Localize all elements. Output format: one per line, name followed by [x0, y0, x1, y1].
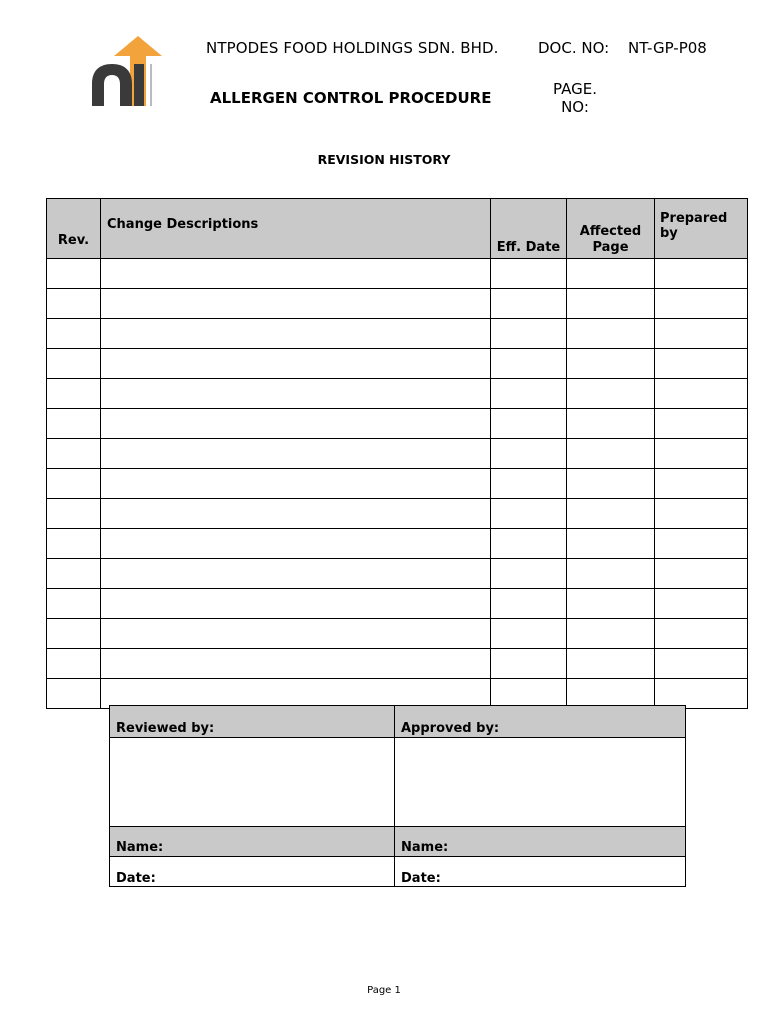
- affected-page-cell[interactable]: [567, 529, 655, 559]
- change-description-cell[interactable]: [101, 349, 491, 379]
- affected-page-cell[interactable]: [567, 409, 655, 439]
- eff-date-cell[interactable]: [491, 349, 567, 379]
- table-row: [47, 379, 748, 409]
- rev-cell[interactable]: [47, 439, 101, 469]
- affected-page-cell[interactable]: [567, 379, 655, 409]
- table-row: [47, 619, 748, 649]
- table-row: [47, 259, 748, 289]
- table-row: [47, 679, 748, 709]
- table-row: [47, 289, 748, 319]
- rev-cell[interactable]: [47, 529, 101, 559]
- prepared-by-cell[interactable]: [655, 559, 748, 589]
- revision-history-title: REVISION HISTORY: [317, 152, 451, 167]
- prepared-by-cell[interactable]: [655, 259, 748, 289]
- revision-header-row: [47, 199, 748, 259]
- affected-page-cell[interactable]: [567, 349, 655, 379]
- rev-cell[interactable]: [47, 319, 101, 349]
- signature-row: [110, 738, 686, 827]
- rev-cell[interactable]: [47, 259, 101, 289]
- change-description-cell[interactable]: [101, 259, 491, 289]
- change-description-cell[interactable]: [101, 319, 491, 349]
- affected-page-cell[interactable]: [567, 499, 655, 529]
- revision-history-table: [46, 198, 748, 709]
- affected-page-cell[interactable]: [567, 649, 655, 679]
- rev-cell[interactable]: [47, 559, 101, 589]
- reviewer-date-label: Date:: [110, 857, 395, 887]
- rev-cell[interactable]: [47, 289, 101, 319]
- table-row: [47, 319, 748, 349]
- prepared-by-cell[interactable]: [655, 349, 748, 379]
- rev-cell[interactable]: [47, 379, 101, 409]
- table-row: [47, 349, 748, 379]
- prepared-by-cell[interactable]: [655, 529, 748, 559]
- logo-line-shape: [150, 64, 152, 106]
- col-header-eff-date: Eff. Date: [491, 199, 567, 259]
- prepared-by-cell[interactable]: [655, 439, 748, 469]
- date-row: [110, 857, 686, 887]
- logo-n-shape: [92, 64, 132, 106]
- table-row: [47, 469, 748, 499]
- col-header-affected-page: Affected Page: [567, 199, 655, 259]
- doc-no-value: NT-GP-P08: [628, 39, 707, 57]
- document-title: ALLERGEN CONTROL PROCEDURE: [210, 89, 492, 107]
- reviewed-by-signature-area[interactable]: [110, 738, 395, 827]
- eff-date-cell[interactable]: [491, 319, 567, 349]
- rev-cell[interactable]: [47, 409, 101, 439]
- doc-no-label: DOC. NO:: [538, 39, 610, 57]
- table-row: [47, 649, 748, 679]
- eff-date-cell[interactable]: [491, 409, 567, 439]
- signoff-table: [109, 705, 686, 887]
- eff-date-cell[interactable]: [491, 379, 567, 409]
- eff-date-cell[interactable]: [491, 499, 567, 529]
- affected-page-cell[interactable]: [567, 439, 655, 469]
- rev-cell[interactable]: [47, 349, 101, 379]
- eff-date-cell[interactable]: [491, 289, 567, 319]
- name-row: [110, 827, 686, 857]
- table-row: [47, 559, 748, 589]
- prepared-by-cell[interactable]: [655, 379, 748, 409]
- table-row: [47, 529, 748, 559]
- company-logo: [88, 34, 164, 110]
- reviewed-by-label: Reviewed by:: [110, 706, 395, 738]
- prepared-by-cell[interactable]: [655, 499, 748, 529]
- rev-cell[interactable]: [47, 499, 101, 529]
- eff-date-cell[interactable]: [491, 439, 567, 469]
- eff-date-cell[interactable]: [491, 619, 567, 649]
- prepared-by-cell[interactable]: [655, 469, 748, 499]
- change-description-cell[interactable]: [101, 649, 491, 679]
- prepared-by-cell[interactable]: [655, 619, 748, 649]
- table-row: [47, 439, 748, 469]
- change-description-cell[interactable]: [101, 499, 491, 529]
- change-description-cell[interactable]: [101, 529, 491, 559]
- change-description-cell[interactable]: [101, 619, 491, 649]
- table-row: [47, 499, 748, 529]
- affected-page-cell[interactable]: [567, 469, 655, 499]
- approved-by-signature-area[interactable]: [395, 738, 686, 827]
- change-description-cell[interactable]: [101, 379, 491, 409]
- change-description-cell[interactable]: [101, 439, 491, 469]
- table-row: [47, 589, 748, 619]
- eff-date-cell[interactable]: [491, 559, 567, 589]
- page-footer: Page 1: [367, 985, 401, 996]
- rev-cell[interactable]: [47, 619, 101, 649]
- prepared-by-cell[interactable]: [655, 649, 748, 679]
- change-description-cell[interactable]: [101, 469, 491, 499]
- change-description-cell[interactable]: [101, 589, 491, 619]
- company-name: NTPODES FOOD HOLDINGS SDN. BHD.: [206, 39, 499, 57]
- rev-cell[interactable]: [47, 679, 101, 709]
- approver-date-label: Date:: [395, 857, 686, 887]
- rev-cell[interactable]: [47, 649, 101, 679]
- reviewer-name-label: Name:: [110, 827, 395, 857]
- approver-name-label: Name:: [395, 827, 686, 857]
- eff-date-cell[interactable]: [491, 259, 567, 289]
- prepared-by-cell[interactable]: [655, 409, 748, 439]
- col-header-prepared-by: Prepared by: [655, 199, 748, 259]
- prepared-by-cell[interactable]: [655, 589, 748, 619]
- rev-cell[interactable]: [47, 469, 101, 499]
- affected-page-cell[interactable]: [567, 289, 655, 319]
- table-row: [47, 409, 748, 439]
- eff-date-cell[interactable]: [491, 679, 567, 709]
- page-no-label: PAGE. NO:: [553, 80, 597, 116]
- change-description-cell[interactable]: [101, 679, 491, 709]
- signoff-header-row: [110, 706, 686, 738]
- approved-by-label: Approved by:: [395, 706, 686, 738]
- change-description-cell[interactable]: [101, 409, 491, 439]
- affected-page-cell[interactable]: [567, 679, 655, 709]
- col-header-change-descriptions: Change Descriptions: [101, 199, 491, 259]
- affected-page-cell[interactable]: [567, 589, 655, 619]
- prepared-by-cell[interactable]: [655, 289, 748, 319]
- prepared-by-cell[interactable]: [655, 319, 748, 349]
- affected-page-cell[interactable]: [567, 319, 655, 349]
- logo-bar-shape: [134, 64, 144, 106]
- eff-date-cell[interactable]: [491, 649, 567, 679]
- affected-page-cell[interactable]: [567, 619, 655, 649]
- affected-page-cell[interactable]: [567, 259, 655, 289]
- affected-page-cell[interactable]: [567, 559, 655, 589]
- change-description-cell[interactable]: [101, 559, 491, 589]
- eff-date-cell[interactable]: [491, 529, 567, 559]
- col-header-rev: Rev.: [47, 199, 101, 259]
- change-description-cell[interactable]: [101, 289, 491, 319]
- eff-date-cell[interactable]: [491, 589, 567, 619]
- eff-date-cell[interactable]: [491, 469, 567, 499]
- rev-cell[interactable]: [47, 589, 101, 619]
- prepared-by-cell[interactable]: [655, 679, 748, 709]
